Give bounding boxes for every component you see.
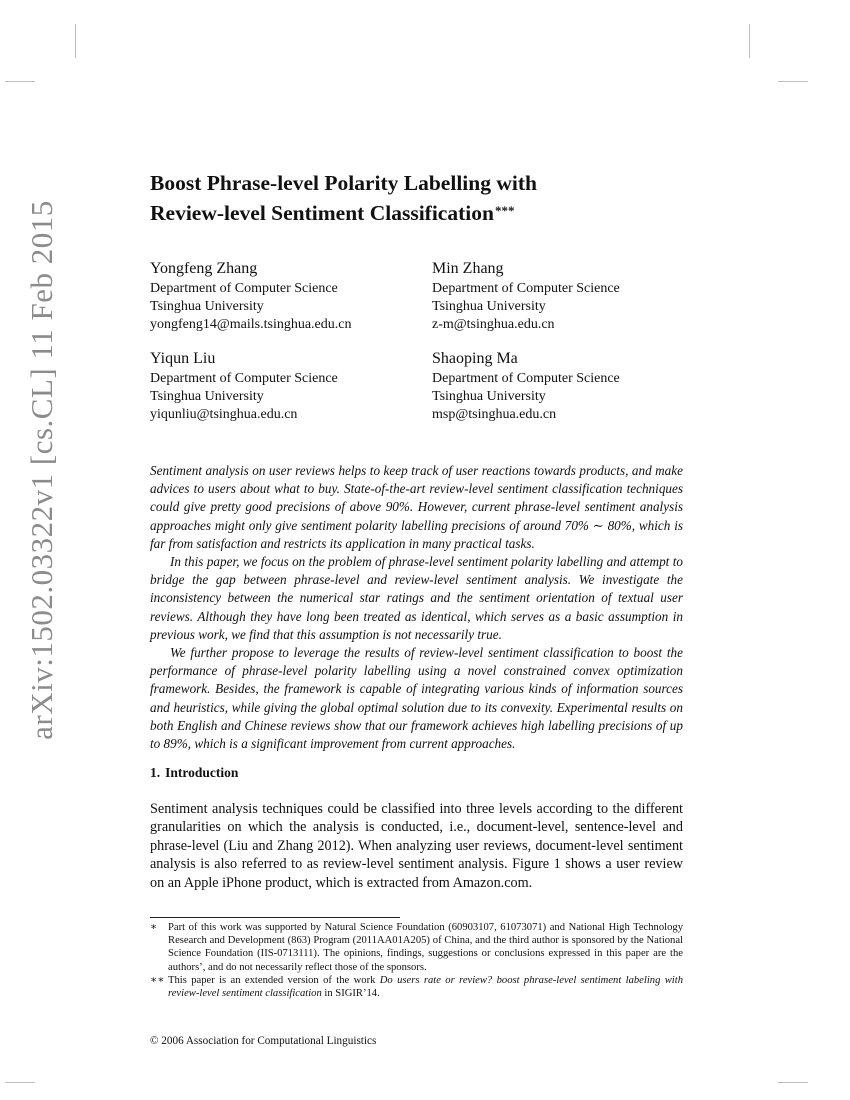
section-heading xyxy=(150,765,238,781)
author-department: Department of Computer Science xyxy=(432,371,620,386)
footnote xyxy=(150,921,683,974)
author-university: Tsinghua University xyxy=(432,299,546,314)
paper-title xyxy=(150,168,710,228)
footnote-text: This paper is an extended version of the work xyxy=(168,974,380,986)
intro-paragraph: Sentiment analysis techniques could be classified into three levels according to the different granularities on which the analysis is conducted, i.e., document-level, sentence-level and phrase-level (Liu and Zhang 2012). When analyzing user reviews, document-level sentiment analysis is also referred to as review-level sentiment analysis. Figure 1 shows a user review on an Apple iPhone product, which is extracted from Amazon.com. xyxy=(150,801,683,891)
author-department: Department of Computer Science xyxy=(150,281,338,296)
footnote-mark: ∗∗ xyxy=(150,974,165,986)
abstract-paragraph: We further propose to leverage the results of review-level sentiment classification to boost the performance of phrase-level polarity labelling using a novel constrained convex optimization framework. Besides, the framework is capable of integrating various kinds of information sources and heuristics, while giving the global optimal solution due to its convexity. Experimental results on both English and Chinese reviews show that our framework achieves high labelling precisions of up to 89%, which is a significant improvement from current approaches. xyxy=(150,645,683,752)
footnote-mark: ∗ xyxy=(150,922,158,933)
author-block xyxy=(150,259,351,334)
author-university: Tsinghua University xyxy=(432,389,546,404)
footnote xyxy=(150,974,683,1000)
author-email: z-m@tsinghua.edu.cn xyxy=(432,317,555,332)
author-university: Tsinghua University xyxy=(150,389,264,404)
author-name: Yongfeng Zhang xyxy=(150,260,258,277)
author-block xyxy=(432,259,620,334)
title-line-2 xyxy=(150,198,710,228)
author-department: Department of Computer Science xyxy=(432,281,620,296)
title-line-1: Boost Phrase-level Polarity Labelling with xyxy=(150,171,537,195)
section-title: Introduction xyxy=(165,765,239,780)
crop-mark-right-lower xyxy=(778,1082,808,1083)
abstract-paragraph: In this paper, we focus on the problem of phrase-level sentiment polarity labelling and attempt to bridge the gap between phrase-level and review-level sentiment analysis. We investigate the inconsistency between the numerical star ratings and the sentiment orientation of textual user reviews. Although they have long been treated as identical, which serves as a basic assumption in previous work, we find that this assumption is not necessarily true. xyxy=(150,554,683,642)
footnote-cited-title: Do users rate or review? boost phrase-level sentiment labeling with review-level sentiment classification xyxy=(168,974,683,1000)
title-line-2-text: Review-level Sentiment Classification xyxy=(150,201,494,225)
crop-mark-left-upper xyxy=(5,81,35,82)
abstract-paragraph: Sentiment analysis on user reviews helps to keep track of user reactions towards products, and make advices to users about what to buy. State-of-the-art review-level sentiment classification techniques could give pretty good precisions of above 90%. However, current phrase-level sentiment analysis approaches might only give sentiment polarity labelling precisions of around 70% ∼ 80%, which is far from satisfaction and restricts its application in many practical tasks. xyxy=(150,463,683,551)
author-name: Yiqun Liu xyxy=(150,350,216,367)
crop-mark-top-right xyxy=(749,24,750,58)
arxiv-identifier-stamp: arXiv:1502.03322v1 [cs.CL] 11 Feb 2015 xyxy=(24,200,59,740)
author-university: Tsinghua University xyxy=(150,299,264,314)
author-block xyxy=(432,349,620,424)
footnotes xyxy=(150,921,683,1000)
crop-mark-top-left xyxy=(75,24,76,58)
section-number: 1. xyxy=(150,765,161,780)
author-name: Shaoping Ma xyxy=(432,350,518,367)
author-email: yiqunliu@tsinghua.edu.cn xyxy=(150,407,298,422)
author-email: yongfeng14@mails.tsinghua.edu.cn xyxy=(150,317,352,332)
author-email: msp@tsinghua.edu.cn xyxy=(432,407,557,422)
footnote-text: Part of this work was supported by Natural Science Foundation (60903107, 61073071) and National High Technology Research and Development (863) Program (2011AA01A205) of China, and the third author is sponsored by the National Science Foundation (IIS-0713111). The opinions, findings, suggestions or conclusions expressed in this paper are the authors’, and do not necessarily reflect those of the sponsors. xyxy=(168,922,683,973)
author-block xyxy=(150,349,338,424)
copyright-notice: © 2006 Association for Computational Linguistics xyxy=(150,1035,377,1047)
title-footnote-marks: *** xyxy=(494,203,515,218)
footnote-text: in SIGIR’14. xyxy=(321,988,380,1000)
crop-mark-left-lower xyxy=(5,1082,35,1083)
footnote-divider xyxy=(150,917,400,918)
abstract xyxy=(150,462,683,753)
author-department: Department of Computer Science xyxy=(150,371,338,386)
author-name: Min Zhang xyxy=(432,260,504,277)
crop-mark-right-upper xyxy=(778,81,808,82)
